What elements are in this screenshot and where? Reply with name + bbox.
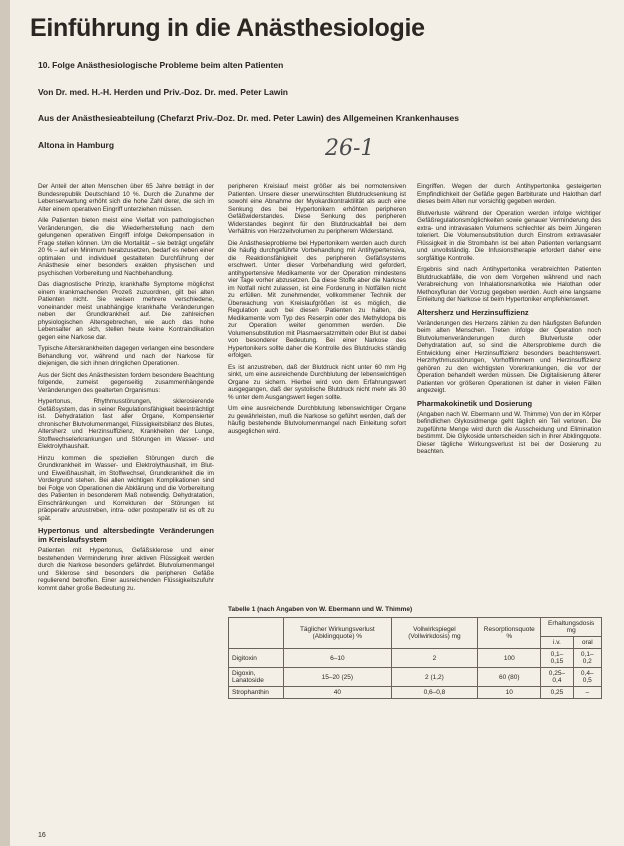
paragraph: Hypertonus, Rhythmusstörungen, sklerosierende Gefäßsystem, das in seiner Regulationsfähigkeit beeinträchtigt ist. Dehydratation fast aller Organe, Kompensierter chronischer Blutvolumenmangel, Flüssigkeitsbilanz des Blutes, Altersherz und Herzinsuffizienz, Krankheiten der Lunge, Stoffwechselerkrankungen und Störungen im Wasser- und Elektrolythaushalt. — [38, 398, 214, 450]
paragraph: Patienten mit Hypertonus, Gefäßsklerose und einer bestehenden Verminderung ihrer aktiven Flüssigkeit werden durch die Narkose besonders gefährdet. Blutvolumenmangel und Sklerose sind besonders die peripheren Gefäße regulierend betroffen. Einer ausreichenden Flüssigkeitszufuhr kommt daher große Bedeutung zu. — [38, 547, 214, 592]
article-city: Altona in Hamburg — [38, 140, 115, 150]
table-cell: 0,4–0,5 — [573, 668, 601, 687]
table-cell: 2 (1,2) — [391, 668, 478, 687]
table-cell: Digitoxin — [229, 649, 284, 668]
table-cell: – — [573, 687, 601, 699]
paragraph: Um eine ausreichende Durchblutung lebenswichtiger Organe zu gewährleisten, muß die Narkose so geführt werden, daß der häufig bestehende Blutvolumenmangel nach Einleitung sofort ausgeglichen wird. — [228, 405, 406, 435]
table-header: Täglicher Wirkungsverlust (Abklingquote) % — [284, 618, 392, 649]
paragraph: Es ist anzustreben, daß der Blutdruck nicht unter 60 mm Hg sinkt, um eine ausreichende Durchblutung der lebenswichtigen Organe zu sichern. Hierbei wird von dem Erfahrungswert ausgegangen, daß der systolische Blutdruck nicht mehr als 30 % unter dem Ausgangswert liegen sollte. — [228, 363, 406, 401]
table-subheader: oral — [573, 637, 601, 649]
paragraph: Ergebnis sind nach Antihypertonika verabreichten Patienten Blutdruckabfälle, die von dem Vorgehen während und nach Verabreichung von Inhalationsnarkotika wie Halothan oder Methoxyfluran der Vorzug gegeben werden. Auch eine langsame Einleitung der Narkose ist beim Hypertoniker empfehlenswert. — [417, 266, 601, 303]
article-authors: Von Dr. med. H.-H. Herden und Priv.-Doz. Dr. med. Peter Lawin — [38, 87, 289, 97]
table-cell: 0,25 — [541, 687, 573, 699]
table-cell: 40 — [284, 687, 392, 699]
table-cell: 60 (80) — [478, 668, 541, 687]
table-header-empty — [229, 618, 284, 649]
text-column-2 — [228, 183, 406, 603]
table-cell: 0,6–0,8 — [391, 687, 478, 699]
table-cell: 0,25–0,4 — [541, 668, 573, 687]
text-column-1 — [38, 183, 214, 833]
section-heading: Hypertonus und altersbedingte Veränderungen im Kreislaufsystem — [38, 526, 214, 544]
table-header-row — [229, 618, 602, 637]
dosage-table — [228, 617, 602, 699]
article-affiliation: Aus der Anästhesieabteilung (Chefarzt Priv.-Doz. Dr. med. Peter Lawin) des Allgemeinen Krankenhauses — [38, 113, 460, 123]
paragraph: Hinzu kommen die speziellen Störungen durch die Grundkrankheit im Wasser- und Elektrolythaushalt, im Blut- und Eiweißhaushalt, im Stoffwechsel, Grundkrankheit die im Vordergrund stehen. Bei allen wichtigen Komplikationen sind bei Folge von Operationen die Abklärung und die Vorbereitung des Patienten in besonderem Maß notwendig. Dehydratation, Einschränkungen und Korrekturen der Störungen ist präoperativ anzustreben, intra- oder postoperativ ist es oft zu spät. — [38, 454, 214, 522]
section-heading: Altersherz und Herzinsuffizienz — [417, 307, 529, 317]
page-edge — [0, 0, 10, 846]
paragraph: Alle Patienten bieten meist eine Vielfalt von pathologischen Veränderungen, die die Wiederherstellung nach dem gelungenen operativen Eingriff infolge Dekompensation in Frage stellen können. Um die Mortalität – sie beträgt ungefähr 20 % – auf ein Minimum herabzusetzen, bedarf es neben einer optimalen und individuell gestalteten Durchführung der Anästhesie einer besonders exakten physischen und psychischen Vorbereitung und Nachbehandlung. — [38, 217, 214, 277]
table-header: Erhaltungsdosis mg — [541, 618, 602, 637]
section-heading: Pharmakokinetik und Dosierung — [417, 398, 533, 408]
paragraph: peripheren Kreislauf meist größer als bei normotensiven Patienten. Unsere dieser unerwünschten Blutdrucksenkung ist sowohl eine Abnahme der Myokardkontraktilität als auch eine Senkung des bei Hypertonikern erhöhten peripheren Gefäßwiderstandes. Diese Senkung des peripheren Widerstandes beginnt für den Blutdruckabfall bei dem Verhältnis von Herzzeitvolumen zu peripherem Widerstand. — [228, 183, 406, 235]
table-cell: 2 — [391, 649, 478, 668]
table-header: Resorptionsquote % — [478, 618, 541, 649]
paragraph: Eingriffen. Wegen der durch Antihypertonika gesteigerten Empfindlichkeit der Gefäße gegen Barbiturate und Halothan darf dieses beim Alten nur vorsichtig gegeben werden. — [417, 183, 601, 205]
paragraph: Blutverluste während der Operation werden infolge wichtiger Gefäßregulationsmöglichkeiten sowie genauer Verminderung des extra- und intravasalen Volumens schlechter als beim Jüngeren toleriert. Die Volumensubstitution durch Einstrom extravasaler Flüssigkeit in die Strombahn ist bei alten Patienten verlangsamt und unvollständig. Die Infusionstherapie erfordert daher eine sorgfältige Kontrolle. — [417, 209, 601, 262]
article-title: Einführung in die Anästhesiologie — [30, 14, 425, 42]
article-subtitle: 10. Folge Anästhesiologische Probleme beim alten Patienten — [38, 60, 284, 70]
table-cell: 6–10 — [284, 649, 392, 668]
text-column-3 — [417, 183, 601, 673]
table-cell: 10 — [478, 687, 541, 699]
paragraph: (Angaben nach W. Ebermann und W. Thimme) Von der im Körper befindlichen Glykosidmenge geht täglich ein Teil verloren. Die zugeführte Menge wird durch die Ausscheidung und Elimination bestimmt. Die Glykoside unterscheiden sich in ihrer Abklingquote. Dieser tägliche Wirkungsverlust ist bei der Dosierung zu beachten. — [417, 410, 601, 455]
paragraph: Die Anästhesieprobleme bei Hypertonikern werden auch durch die häufig durchgeführte Vorbehandlung mit Antihypertensiva, die Reaktionsfähigkeit des peripheren Gefäßsystems erschwert. Unter dieser Vorbehandlung wird gefordert, antihypertensive Medikamente vor der Operation mindestens vier Tage vorher abzusetzen. Da diese Stoffe aber die Narkose im Notfall nicht zulassen, ist eine Forderung in Notfällen nicht zu erfüllen. Mit zunehmender, vollkommener Technik der Überwachung von Kreislaufgrößen ist es möglich, die Regulation auch bei diesen Patienten zu halten, die Medikamente vom Typ des Reserpin oder des Methyldopa bis zur Operation weiter genommen werden. Die Volumensubstitution mit Plasmaersatzmitteln oder Blut ist dabei von besonderer Bedeutung. Bei einer Narkose des Hypertonikers sollte daher die Kontrolle des Blutdrucks ständig erfolgen. — [228, 239, 406, 359]
table-cell: Digoxin, Lanatoside — [229, 668, 284, 687]
paragraph: Aus der Sicht des Anästhesisten fordern besondere Beachtung folgende, zumeist gegenseitig zusammenhängende Veränderungen des gealterten Organismus: — [38, 371, 214, 394]
paragraph: Das diagnostische Prinzip, krankhafte Symptome möglichst einem krankmachenden Prozeß zuzuordnen, gilt bei alten Patienten nicht. Sie weisen mehrere verschiedene, voneinander meist unabhängige krankhafte Veränderungen neben der Grundkrankheit auf. Die zahlreichen physiologischen Altersgebrechen, wie auch das hohe Lebensalter an sich, stellen heute keine Kontraindikation gegen eine Narkose dar. — [38, 281, 214, 341]
table-cell: 15–20 (25) — [284, 668, 392, 687]
paragraph: Der Anteil der alten Menschen über 65 Jahre beträgt in der Bundesrepublik Deutschland 10 %. Durch die Zunahme der Lebenserwartung erhöht sich die hohe Zahl derer, die sich im Alter einem operativen Eingriff unterziehen müssen. — [38, 183, 214, 213]
table-row — [229, 649, 602, 668]
paragraph: Typische Alterskrankheiten dagegen verlangen eine besondere Behandlung vor, während und nach der Narkose für diejenigen, die sich ihnen dringlichen Operationen. — [38, 345, 214, 367]
table-cell: Strophanthin — [229, 687, 284, 699]
table-caption: Tabelle 1 (nach Angaben von W. Ebermann und W. Thimme) — [228, 606, 413, 613]
paragraph: Veränderungen des Herzens zählen zu den häufigsten Befunden beim alten Menschen. Treten infolge der Operation noch Blutvolumenveränderungen durch Blutverluste oder Dehydratation auf, so sind die Altersprobleme durch die Entwicklung einer Herzinsuffizienz besonders beachtenswert. Herzrhythmusstörungen, Vorhofflimmern und Herzinsuffizienz gehören zu den wichtigsten Vorerkrankungen, die vor der Operation behandelt werden müssen. Die Digitalisierung älterer Patienten vor größeren Operationen ist daher in vielen Fällen angezeigt. — [417, 319, 601, 394]
table-row — [229, 687, 602, 699]
table-cell: 0,1–0,15 — [541, 649, 573, 668]
table-header: Vollwirkspiegel (Vollwirkdosis) mg — [391, 618, 478, 649]
table-row — [229, 668, 602, 687]
table-subheader: i.v. — [541, 637, 573, 649]
table-cell: 100 — [478, 649, 541, 668]
table-cell: 0,1–0,2 — [573, 649, 601, 668]
handwritten-note: 26-1 — [325, 136, 375, 161]
page-number: 16 — [38, 832, 46, 839]
